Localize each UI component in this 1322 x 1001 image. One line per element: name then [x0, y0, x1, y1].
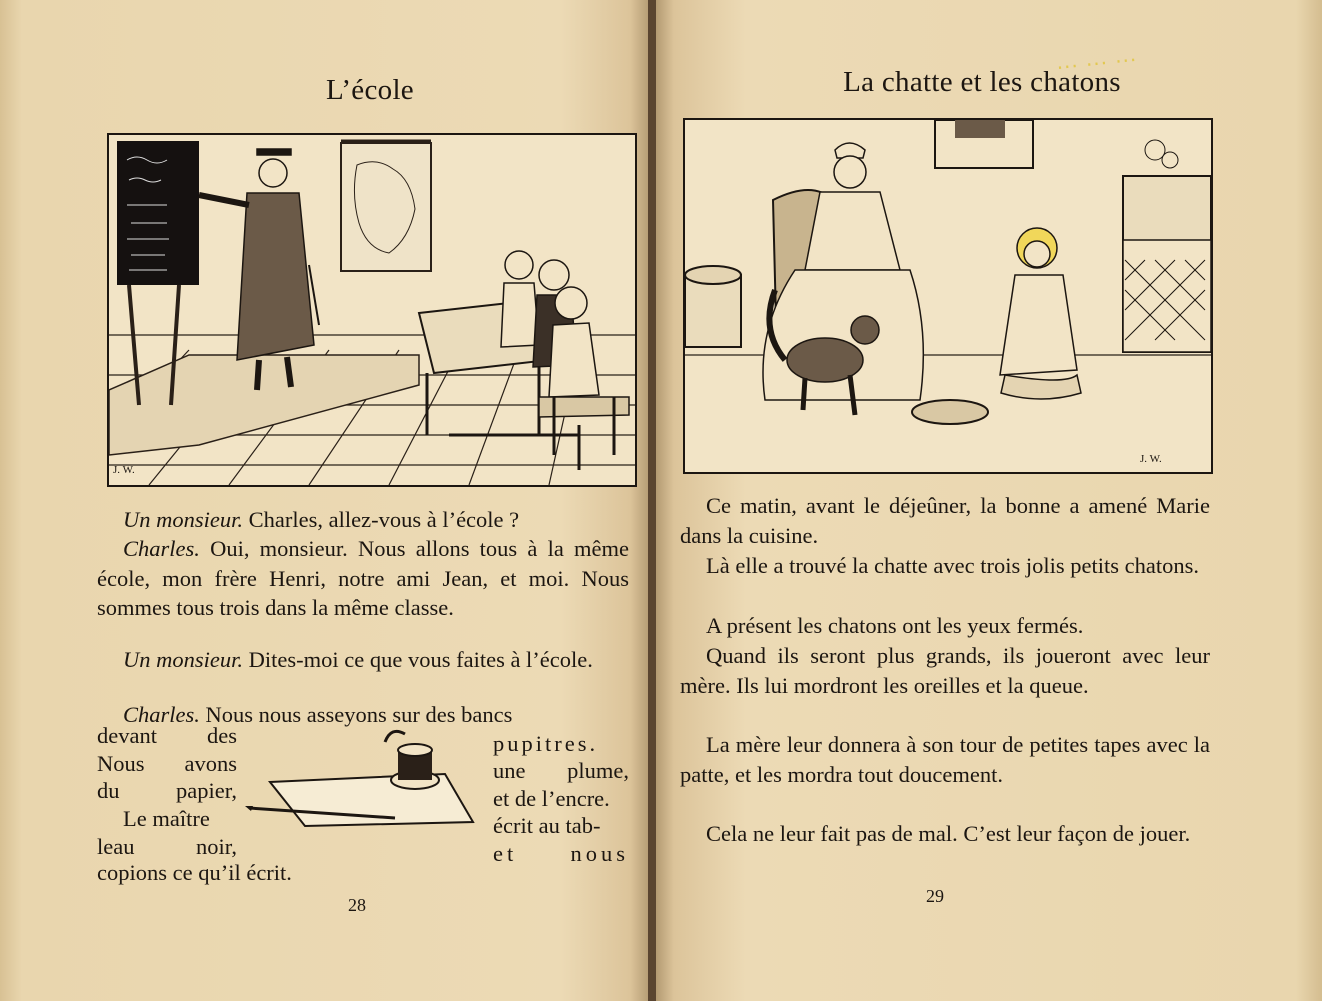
ink-right-row [493, 785, 629, 812]
right-page-title: La chatte et les chatons [843, 66, 1121, 98]
right-paragraph-5: La mère leur donnera à son tour de petites tapes avec la patte, et les mordra tout doucement. [680, 732, 1210, 787]
ink-left-row [97, 805, 263, 832]
word: papier, [176, 778, 237, 803]
right-page [656, 0, 1322, 1001]
kitchen-drawing [685, 120, 1211, 472]
word: plume, [567, 758, 629, 783]
right-page-number: 29 [926, 886, 944, 906]
left-paragraph-1 [97, 505, 629, 535]
word: et [493, 841, 518, 866]
ink-left-row [97, 833, 237, 860]
right-paragraph-6: Cela ne leur fait pas de mal. C’est leur façon de jouer. [706, 821, 1191, 846]
word: noir, [196, 834, 237, 859]
word: une [493, 758, 526, 783]
right-paragraph-4: Quand ils seront plus grands, ils joueront avec leur mère. Ils lui mordront les oreilles et la queue. [680, 643, 1210, 698]
word: nous [570, 841, 629, 866]
speaker-label: Un monsieur. [123, 507, 244, 532]
dialogue-text: Dites-moi ce que vous faites à l’école. [243, 647, 593, 672]
word: du [97, 778, 120, 803]
word: avons [184, 751, 237, 776]
classroom-drawing [109, 135, 635, 485]
dialogue-text: Charles, allez-vous à l’école ? [243, 507, 520, 532]
right-paragraph-1: Ce matin, avant le déjeûner, la bonne a amené Marie dans la cuisine. [680, 493, 1210, 548]
left-page-number: 28 [348, 895, 366, 915]
speaker-label: Charles. [123, 702, 200, 727]
left-page-title: L’école [326, 74, 414, 106]
left-figure-signature: J. W. [113, 464, 135, 476]
ink-left-row [97, 750, 237, 777]
dialogue-text: Oui, monsieur. Nous allons tous à la même école, mon frère Henri, notre ami Jean, et moi. Nous sommes tous trois dans la même classe. [97, 536, 629, 620]
ink-right-row [493, 757, 629, 784]
right-figure-signature: J. W. [1140, 453, 1162, 465]
right-paragraph-3: A présent les chatons ont les yeux fermés. [706, 613, 1084, 638]
left-paragraph-2 [97, 534, 629, 623]
inkwell-drawing [245, 722, 485, 832]
word: pupitres. [493, 731, 599, 756]
ink-right-row [493, 812, 629, 839]
ink-right-row [493, 840, 629, 867]
ink-left-row [97, 722, 237, 749]
speaker-label: Charles. [123, 536, 200, 561]
word: Le maître [123, 806, 210, 831]
cat-illustration [683, 118, 1213, 474]
right-paragraph-2: Là elle a trouvé la chatte avec trois jolis petits chatons. [706, 553, 1199, 578]
school-illustration [107, 133, 637, 487]
word: devant [97, 723, 157, 748]
left-paragraph-3 [97, 645, 629, 675]
ink-left-row [97, 777, 237, 804]
left-last-line: copions ce qu’il écrit. [97, 860, 292, 885]
dialogue-text: Nous nous asseyons sur des bancs [199, 702, 513, 727]
word: écrit au tab- [493, 813, 601, 838]
speaker-label: Un monsieur. [123, 647, 244, 672]
ink-right-row [493, 730, 629, 757]
word: Nous [97, 751, 145, 776]
left-page [0, 0, 650, 1001]
word: leau [97, 834, 135, 859]
word: et de l’encre. [493, 786, 610, 811]
word: des [207, 723, 237, 748]
pencil-annotation: ... ... ... [1054, 41, 1138, 75]
